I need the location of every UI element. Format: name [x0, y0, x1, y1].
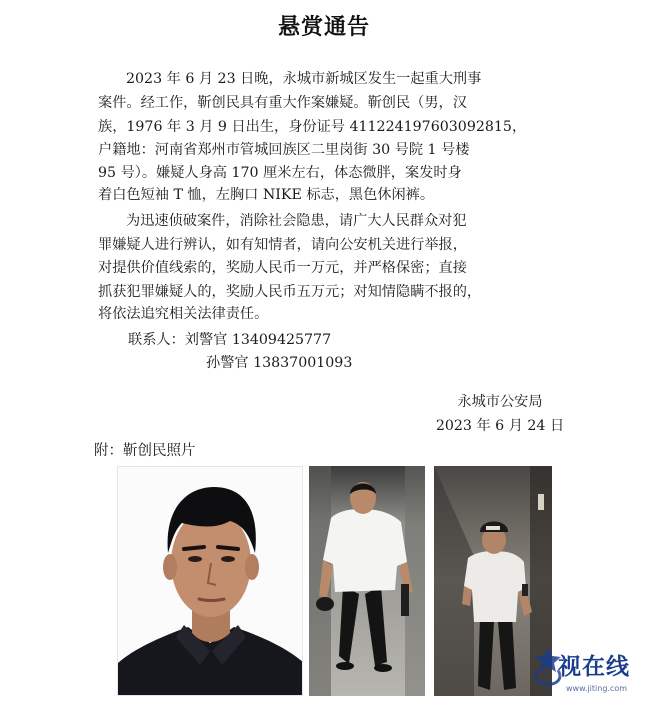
contact-line-1: 联系人：刘警官 13409425777 — [128, 332, 332, 348]
reward-line: 将依法追究相关法律责任。 — [98, 306, 269, 322]
body-line: 95 号）。嫌疑人身高 170 厘米左右，体态微胖，案发时身 — [98, 165, 462, 181]
suspect-portrait-photo — [117, 466, 303, 696]
watermark-url: www.jiting.com — [566, 684, 628, 693]
attachment-label: 附：靳创民照片 — [94, 443, 196, 459]
notice-title: 悬赏通告 — [277, 14, 370, 40]
reward-line: 对提供价值线索的，奖励人民币一万元，并严格保密；直接 — [98, 260, 467, 276]
reward-line: 抓获犯罪嫌疑人的，奖励人民币五万元；对知情隐瞒不报的， — [98, 284, 482, 300]
watermark — [528, 640, 646, 702]
portrait-illustration — [118, 467, 303, 696]
body-line: 族，1976 年 3 月 9 日出生，身份证号 411224197603092815， — [98, 119, 527, 135]
cctv-illustration-1 — [309, 466, 425, 696]
reward-line: 罪嫌疑人进行辨认，如有知情者，请向公安机关进行举报， — [98, 237, 467, 253]
watermark-text: 视在线 — [558, 653, 630, 680]
issue-date: 2023 年 6 月 24 日 — [435, 418, 565, 434]
body-line: 案件。经工作，靳创民具有重大作案嫌疑。靳创民（男，汉 — [98, 95, 467, 111]
reward-line: 为迅速侦破案件，消除社会隐患，请广大人民群众对犯 — [126, 213, 467, 229]
contact-line-2: 孙警官 13837001093 — [206, 355, 353, 371]
issuer: 永城市公安局 — [457, 394, 543, 410]
body-line: 着白色短袖 T 恤，左胸口 NIKE 标志，黑色休闲裤。 — [98, 187, 435, 203]
body-line: 2023 年 6 月 23 日晚，永城市新城区发生一起重大刑事 — [126, 71, 482, 87]
suspect-cctv-photo-1 — [309, 466, 425, 696]
body-line: 户籍地：河南省郑州市管城回族区二里岗街 30 号院 1 号楼 — [98, 142, 470, 158]
